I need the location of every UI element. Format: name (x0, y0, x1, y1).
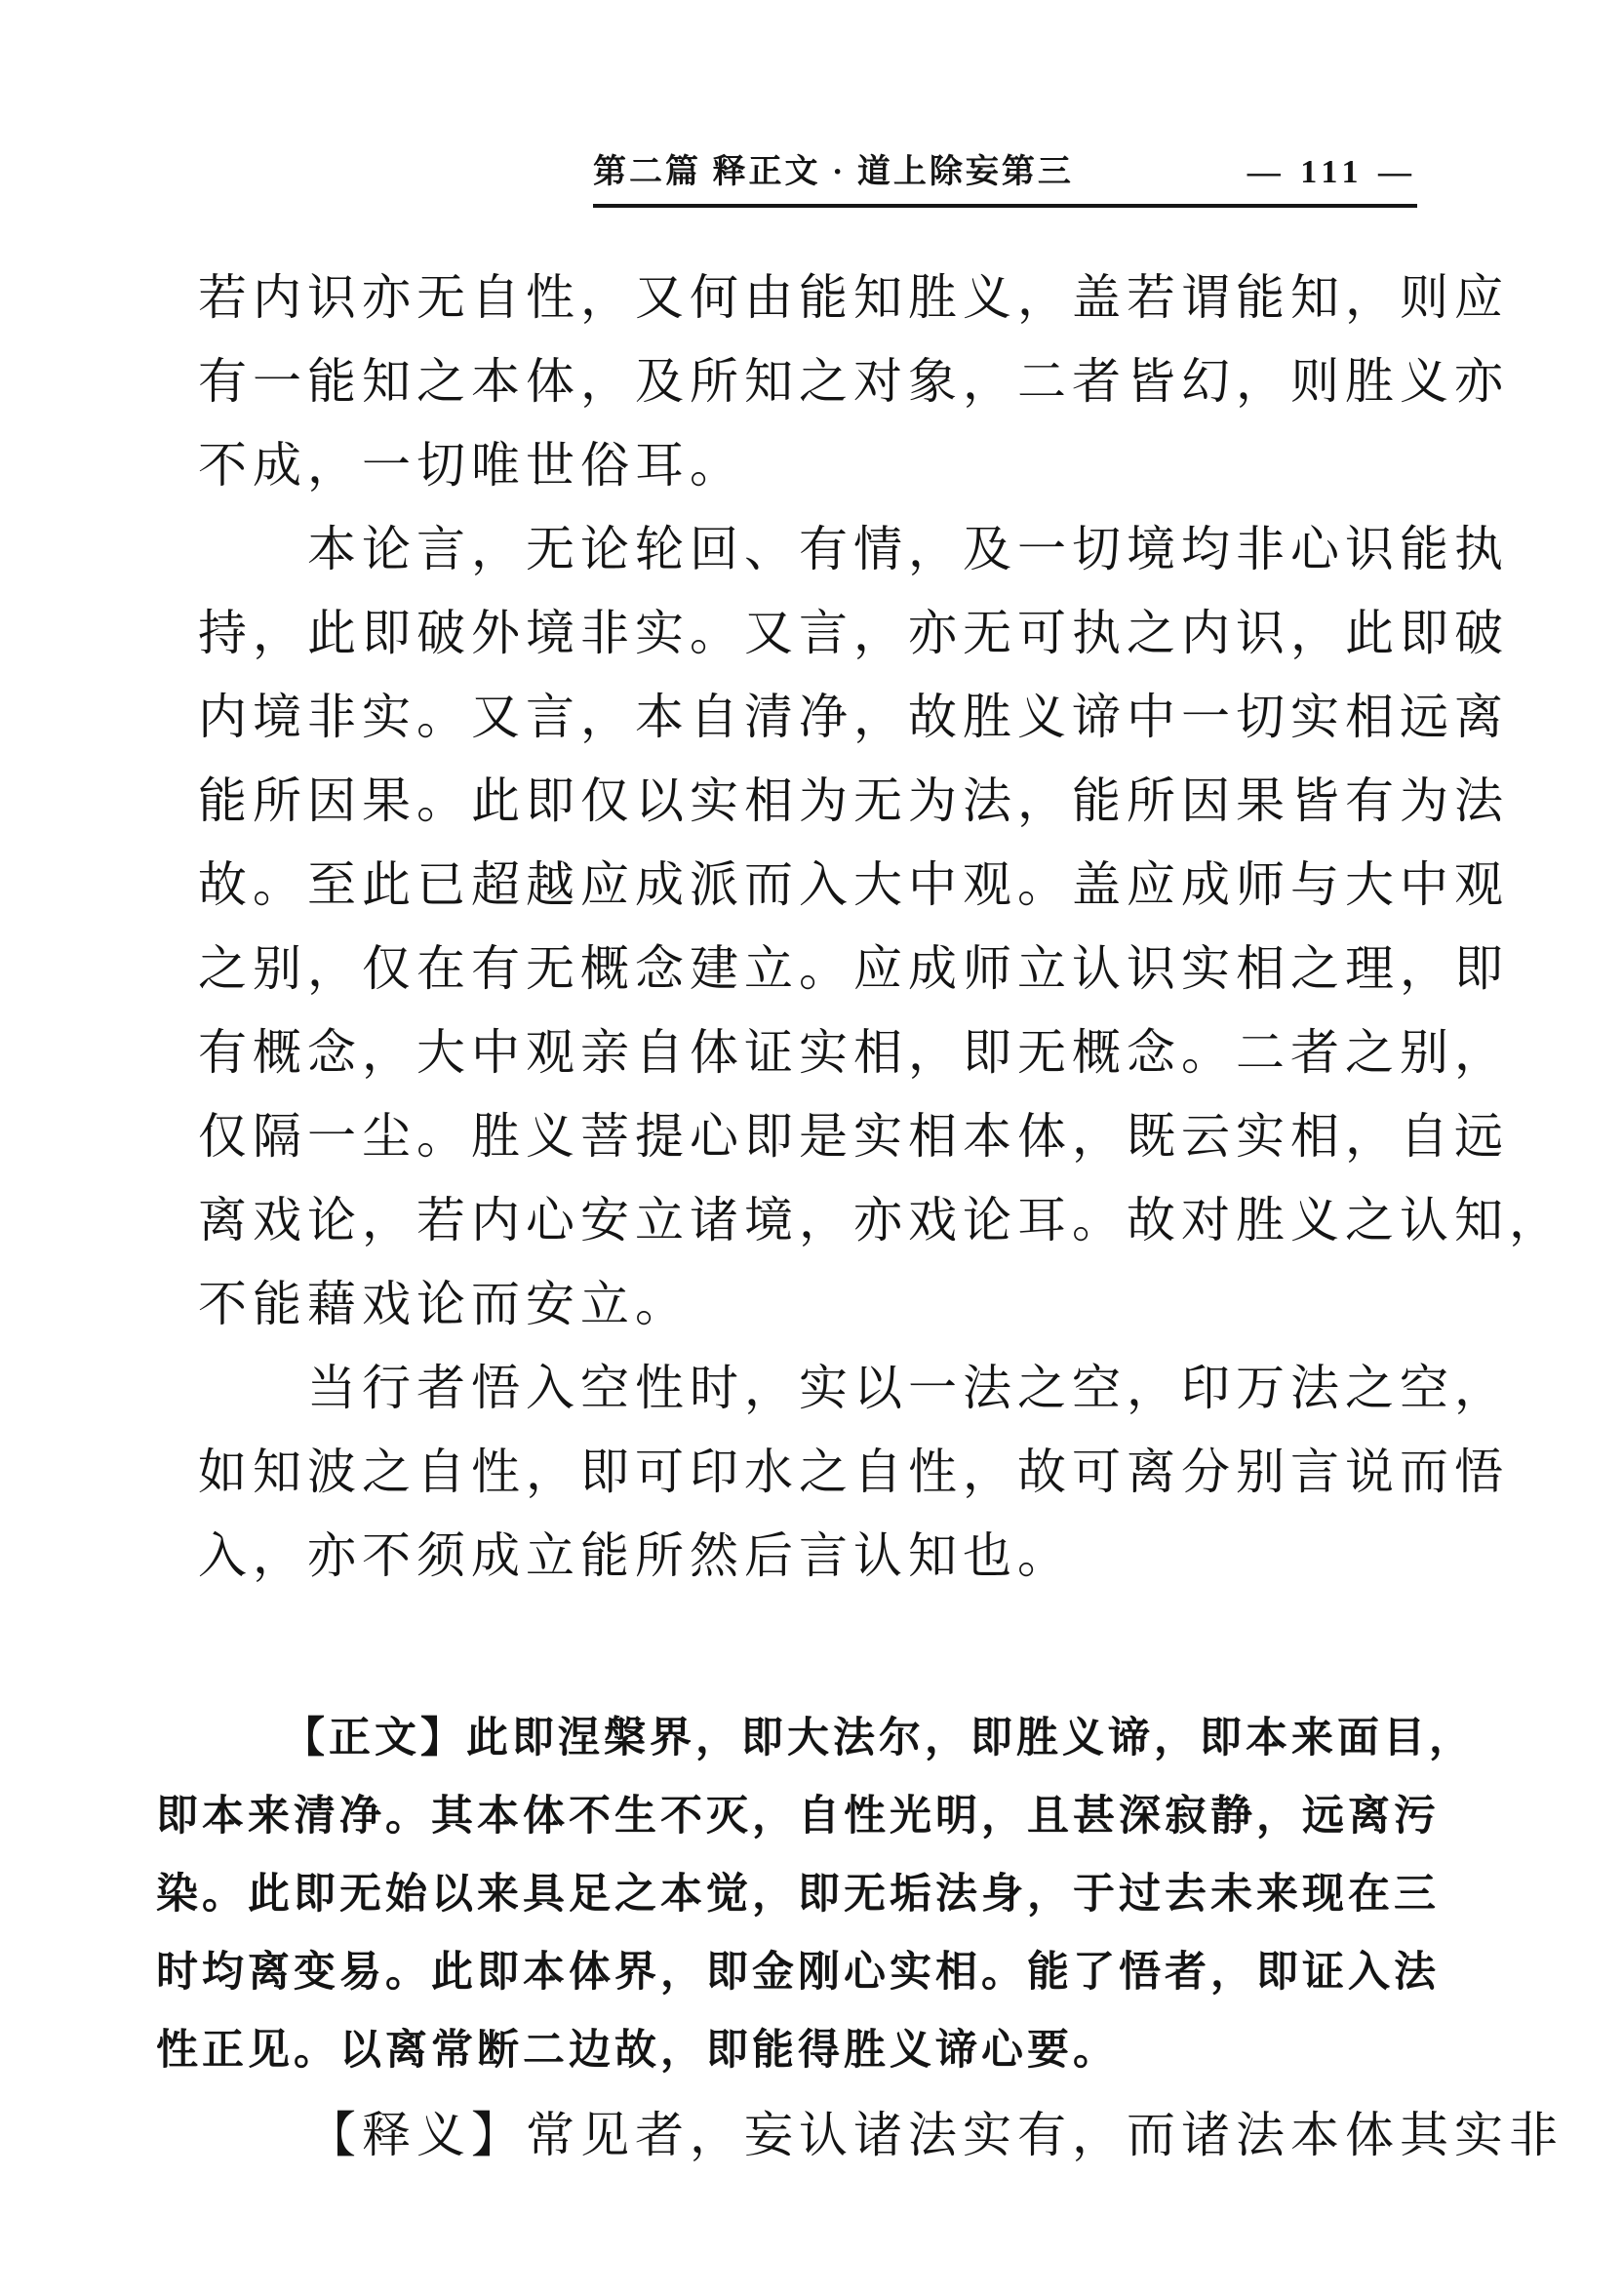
text-line: 不成，一切唯世俗耳。 (198, 438, 744, 493)
text-line: 入，亦不须成立能所然后言认知也。 (198, 1528, 1072, 1583)
text-line: 【释义】常见者，妄认诸法实有，而诸法本体其实非 (307, 2108, 1564, 2162)
text-line: 染。此即无始以来具足之本觉，即无垢法身，于过去未来现在三 (156, 1870, 1440, 1919)
text-line: 持，此即破外境非实。又言，亦无可执之内识，此即破 (198, 606, 1509, 660)
text-line: 离戏论，若内心安立诸境，亦戏论耳。故对胜义之认知， (198, 1193, 1564, 1247)
text-line: 【正文】此即涅槃界，即大法尔，即胜义谛，即本来面目， (283, 1714, 1475, 1762)
header-section-title: 第二篇 释正文 · 道上除妄第三 (593, 154, 1074, 190)
text-line: 若内识亦无自性，又何由能知胜义，盖若谓能知，则应 (198, 270, 1509, 325)
main-commentary-block (198, 256, 1564, 1598)
text-line: 性正见。以离常断二边故，即能得胜义谛心要。 (156, 2026, 1119, 2075)
text-line: 如知波之自性，即可印水之自性，故可离分别言说而悟 (198, 1445, 1509, 1499)
text-line: 仅隔一尘。胜义菩提心即是实相本体，既云实相，自远 (198, 1109, 1509, 1164)
text-line: 有一能知之本体，及所知之对象，二者皆幻，则胜义亦 (198, 354, 1509, 409)
running-header (593, 144, 1417, 208)
text-line: 内境非实。又言，本自清净，故胜义谛中一切实相远离 (198, 690, 1509, 744)
text-line: 时均离变易。此即本体界，即金刚心实相。能了悟者，即证入法 (156, 1948, 1440, 1997)
text-line: 本论言，无论轮回、有情，及一切境均非心识能执 (307, 522, 1509, 576)
text-line: 当行者悟入空性时，实以一法之空，印万法之空， (307, 1361, 1509, 1415)
text-line: 能所因果。此即仅以实相为无为法，能所因果皆有为法 (198, 773, 1509, 828)
header-page-number: — 111 — (1247, 154, 1417, 190)
text-line: 有概念，大中观亲自体证实相，即无概念。二者之别， (198, 1025, 1509, 1080)
text-line: 故。至此已超越应成派而入大中观。盖应成师与大中观 (198, 857, 1509, 912)
text-line: 之别，仅在有无概念建立。应成师立认识实相之理，即 (198, 941, 1509, 996)
text-line: 即本来清净。其本体不生不灭，自性光明，且甚深寂静，远离污 (156, 1792, 1440, 1841)
text-line: 不能藉戏论而安立。 (198, 1277, 690, 1331)
zhengwen-block (156, 1699, 1483, 2089)
shiyi-block (198, 2093, 1564, 2177)
